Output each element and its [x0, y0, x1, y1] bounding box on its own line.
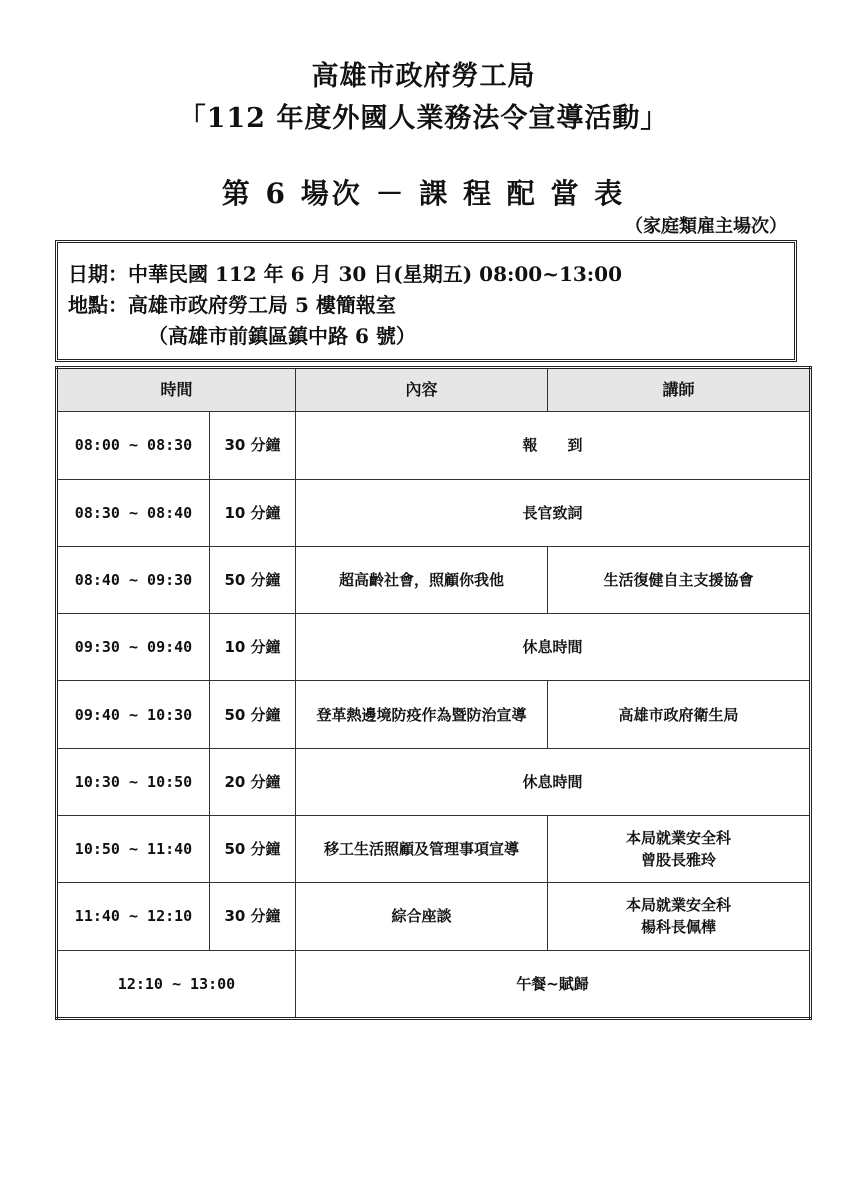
speaker-cell: 生活復健自主支援協會	[548, 546, 811, 613]
schedule-title: 第 6 場次 － 課 程 配 當 表	[221, 177, 626, 210]
time-cell: 10:30 ~ 10:50	[57, 748, 210, 815]
time-cell: 12:10 ~ 13:00	[57, 950, 296, 1018]
header-time: 時間	[57, 368, 296, 412]
speaker-unit: 本局就業安全科	[626, 829, 732, 848]
duration-cell: 10 分鐘	[210, 479, 296, 546]
content-cell: 超高齡社會，照顧你我他	[296, 546, 548, 613]
table-row	[57, 748, 811, 815]
time-cell: 10:50 ~ 11:40	[57, 815, 210, 882]
table-row	[57, 614, 811, 681]
content-cell: 休息時間	[296, 748, 811, 815]
duration-cell: 30 分鐘	[210, 883, 296, 950]
speaker-cell	[548, 883, 811, 950]
content-cell: 休息時間	[296, 614, 811, 681]
header-content: 內容	[296, 368, 548, 412]
table-header-row	[57, 368, 811, 412]
event-title: 「112 年度外國人業務法令宣導活動」	[178, 103, 669, 134]
duration-cell: 10 分鐘	[210, 614, 296, 681]
time-cell: 08:00 ~ 08:30	[57, 412, 210, 479]
schedule-table	[55, 366, 812, 1020]
content-cell: 移工生活照顧及管理事項宣導	[296, 815, 548, 882]
duration-cell: 20 分鐘	[210, 748, 296, 815]
page-title: 高雄市政府勞工局	[311, 61, 536, 92]
time-cell: 09:40 ~ 10:30	[57, 681, 210, 748]
session-subtitle: （家庭類雇主場次）	[625, 216, 787, 237]
content-cell: 報 到	[296, 412, 811, 479]
speaker-name: 楊科長佩樺	[641, 918, 717, 937]
duration-cell: 30 分鐘	[210, 412, 296, 479]
duration-cell: 50 分鐘	[210, 546, 296, 613]
table-row	[57, 815, 811, 882]
speaker-name: 曾股長雅玲	[641, 851, 717, 870]
table-row	[57, 479, 811, 546]
table-row	[57, 546, 811, 613]
speaker-cell: 高雄市政府衛生局	[548, 681, 811, 748]
duration-cell: 50 分鐘	[210, 815, 296, 882]
table-row	[57, 950, 811, 1018]
speaker-cell	[548, 815, 811, 882]
time-cell: 11:40 ~ 12:10	[57, 883, 210, 950]
address-text: （高雄市前鎮區鎮中路 6 號）	[148, 324, 416, 348]
content-cell: 綜合座談	[296, 883, 548, 950]
header-speaker: 講師	[548, 368, 811, 412]
table-row	[57, 883, 811, 950]
duration-cell: 50 分鐘	[210, 681, 296, 748]
content-cell: 長官致詞	[296, 479, 811, 546]
table-row	[57, 412, 811, 479]
location-text: 地點：高雄市政府勞工局 5 樓簡報室	[68, 293, 396, 317]
date-text: 日期：中華民國 112 年 6 月 30 日(星期五) 08:00~13:00	[68, 262, 623, 286]
time-cell: 08:30 ~ 08:40	[57, 479, 210, 546]
speaker-unit: 本局就業安全科	[626, 896, 732, 915]
info-box	[55, 240, 797, 362]
time-cell: 09:30 ~ 09:40	[57, 614, 210, 681]
time-cell: 08:40 ~ 09:30	[57, 546, 210, 613]
content-cell: 午餐~賦歸	[296, 950, 811, 1018]
table-row	[57, 681, 811, 748]
content-cell: 登革熱邊境防疫作為暨防治宣導	[296, 681, 548, 748]
